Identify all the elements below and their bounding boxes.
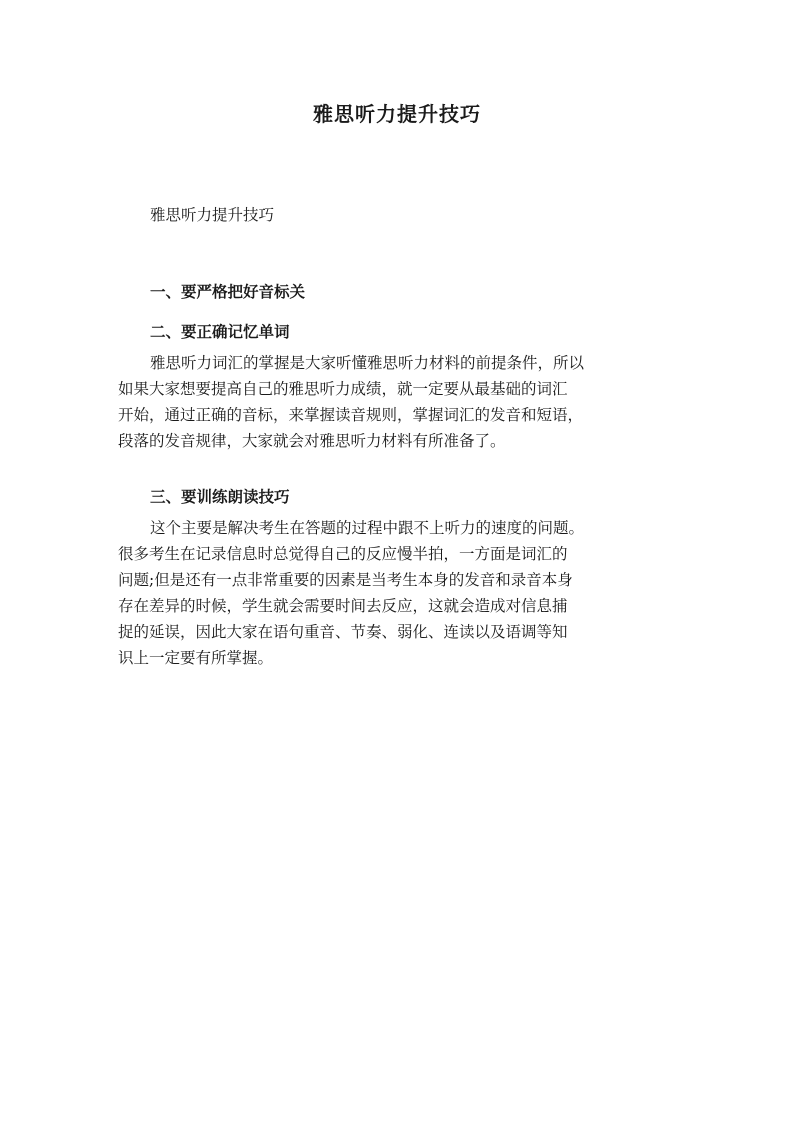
- paragraph-line: 开始，通过正确的音标，来掌握读音规则，掌握词汇的发音和短语，: [118, 406, 584, 424]
- paragraph-line: 存在差异的时候，学生就会需要时间去反应，这就会造成对信息捕: [118, 597, 568, 615]
- paragraph-line: 问题;但是还有一点非常重要的因素是当考生本身的发音和录音本身: [118, 571, 573, 589]
- section-heading-pronunciation: 一、要严格把好音标关: [150, 282, 306, 301]
- paragraph-line: 识上一定要有所掌握。: [118, 649, 274, 667]
- section-heading-vocabulary: 二、要正确记忆单词: [150, 322, 290, 341]
- document-subtitle: 雅思听力提升技巧: [150, 206, 275, 224]
- paragraph-line: 很多考生在记录信息时总觉得自己的反应慢半拍，一方面是词汇的: [118, 545, 568, 563]
- section-paragraph-reading: [118, 515, 684, 671]
- paragraph-line: 捉的延误，因此大家在语句重音、节奏、弱化、连读以及语调等知: [118, 623, 568, 641]
- section-heading-reading: 三、要训练朗读技巧: [150, 487, 290, 506]
- section-paragraph-vocabulary: [118, 350, 684, 454]
- paragraph-line: 这个主要是解决考生在答题的过程中跟不上听力的速度的问题。: [150, 519, 585, 537]
- paragraph-line: 雅思听力词汇的掌握是大家听懂雅思听力材料的前提条件，所以: [150, 354, 585, 372]
- paragraph-line: 段落的发音规律，大家就会对雅思听力材料有所准备了。: [118, 432, 506, 450]
- paragraph-line: 如果大家想要提高自己的雅思听力成绩，就一定要从最基础的词汇: [118, 380, 568, 398]
- document-title: 雅思听力提升技巧: [313, 102, 481, 126]
